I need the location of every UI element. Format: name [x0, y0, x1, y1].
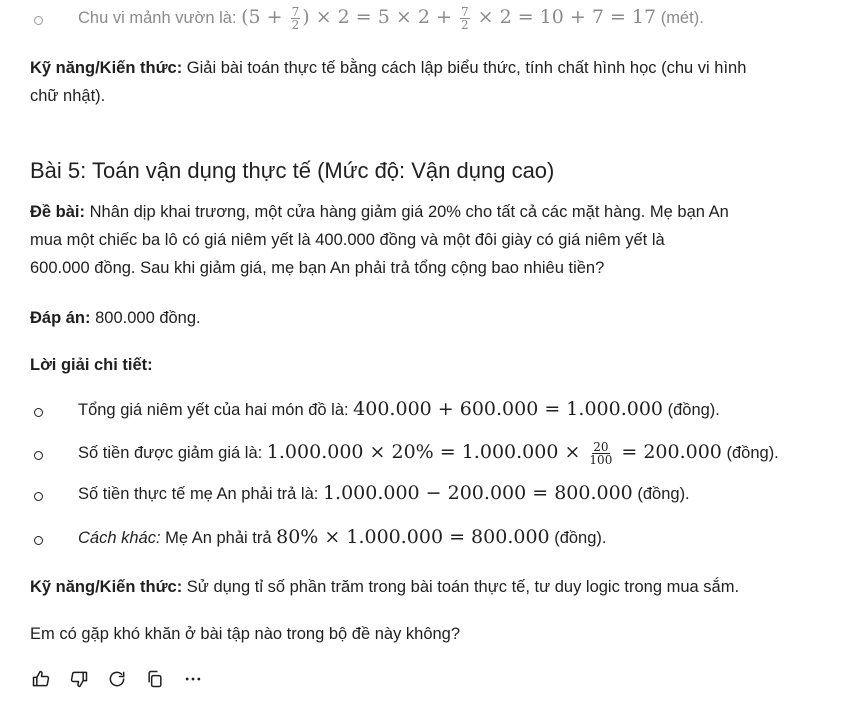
- answer-paragraph: [30, 304, 836, 332]
- answer-value: 800.000 đồng.: [90, 309, 201, 327]
- fraction-denominator: 2: [460, 18, 469, 33]
- problem-label: Đề bài:: [30, 203, 86, 221]
- step-suffix: (đồng).: [721, 444, 779, 462]
- math-expression: 400.000 + 600.000 = 1.000.000: [353, 398, 664, 420]
- fraction-numerator: 7: [460, 5, 469, 20]
- step-prefix: Chu vi mảnh vườn là:: [78, 9, 242, 27]
- problem-text: mua một chiếc ba lô có giá niêm yết là 400.000 đồng và một đôi giày có giá niêm yết là: [30, 231, 665, 249]
- fraction-denominator: 100: [589, 453, 613, 468]
- fraction: [588, 441, 613, 466]
- list-item-text: [78, 526, 607, 548]
- fraction: [460, 6, 470, 31]
- response-actions: [30, 668, 204, 690]
- more-icon[interactable]: [182, 668, 204, 690]
- problem-text: Nhân dịp khai trương, một cửa hàng giảm giá 20% cho tất cả các mặt hàng. Mẹ bạn An: [85, 203, 729, 221]
- regenerate-icon[interactable]: [106, 668, 128, 690]
- alternative-label: Cách khác:: [78, 529, 161, 547]
- section-heading: Bài 5: Toán vận dụng thực tế (Mức độ: Vận dụng cao): [30, 158, 555, 183]
- math-expression: 1.000.000 × 20% = 1.000.000 ×: [266, 441, 587, 463]
- skill-label: Kỹ năng/Kiến thức:: [30, 578, 183, 596]
- bullet-icon: [34, 536, 43, 545]
- answer-label: Đáp án:: [30, 309, 91, 327]
- bullet-icon: [34, 16, 43, 25]
- skill-paragraph: [30, 54, 836, 110]
- thumbs-up-icon[interactable]: [30, 668, 52, 690]
- copy-icon[interactable]: [144, 668, 166, 690]
- fraction-numerator: 7: [291, 5, 300, 20]
- solution-label: Lời giải chi tiết:: [30, 356, 153, 374]
- step-prefix: Số tiền thực tế mẹ An phải trả là:: [78, 485, 323, 503]
- closing-question: Em có gặp khó khăn ở bài tập nào trong bộ đề này không?: [30, 625, 461, 643]
- skill-label: Kỹ năng/Kiến thức:: [30, 59, 183, 77]
- problem-text: 600.000 đồng. Sau khi giảm giá, mẹ bạn An phải trả tổng cộng bao nhiêu tiền?: [30, 259, 605, 277]
- skill-text: Sử dụng tỉ số phần trăm trong bài toán thực tế, tư duy logic trong mua sắm.: [182, 578, 740, 596]
- step-suffix: (đồng).: [632, 485, 690, 503]
- skill-text: Giải bài toán thực tế bằng cách lập biểu thức, tính chất hình học (chu vi hình: [182, 59, 747, 77]
- fraction-denominator: 2: [291, 18, 300, 33]
- math-expression: × 2 = 10 + 7 = 17: [471, 6, 657, 28]
- step-suffix: (mét).: [656, 9, 704, 27]
- list-item-text: [78, 441, 779, 466]
- bullet-icon: [34, 492, 43, 501]
- step-prefix: Số tiền được giảm giá là:: [78, 444, 267, 462]
- fraction-numerator: 20: [593, 440, 609, 455]
- list-item-text: [78, 482, 690, 504]
- math-expression: = 200.000: [615, 441, 722, 463]
- fraction: [291, 6, 301, 31]
- math-expression: ) × 2 = 5 × 2 +: [302, 6, 458, 28]
- bullet-icon: [34, 451, 43, 460]
- math-expression: (5 +: [241, 6, 289, 28]
- list-item-text: [78, 6, 704, 31]
- step-suffix: (đồng).: [549, 529, 607, 547]
- math-expression: 80% × 1.000.000 = 800.000: [276, 526, 550, 548]
- skill-paragraph: [30, 573, 836, 601]
- step-prefix: Tổng giá niêm yết của hai món đồ là:: [78, 401, 354, 419]
- thumbs-down-icon[interactable]: [68, 668, 90, 690]
- math-expression: 1.000.000 − 200.000 = 800.000: [322, 482, 633, 504]
- list-item-text: [78, 398, 720, 420]
- problem-paragraph: [30, 198, 836, 282]
- skill-text: chữ nhật).: [30, 87, 106, 105]
- step-suffix: (đồng).: [663, 401, 720, 419]
- bullet-icon: [34, 408, 43, 417]
- step-prefix: Mẹ An phải trả: [160, 529, 277, 547]
